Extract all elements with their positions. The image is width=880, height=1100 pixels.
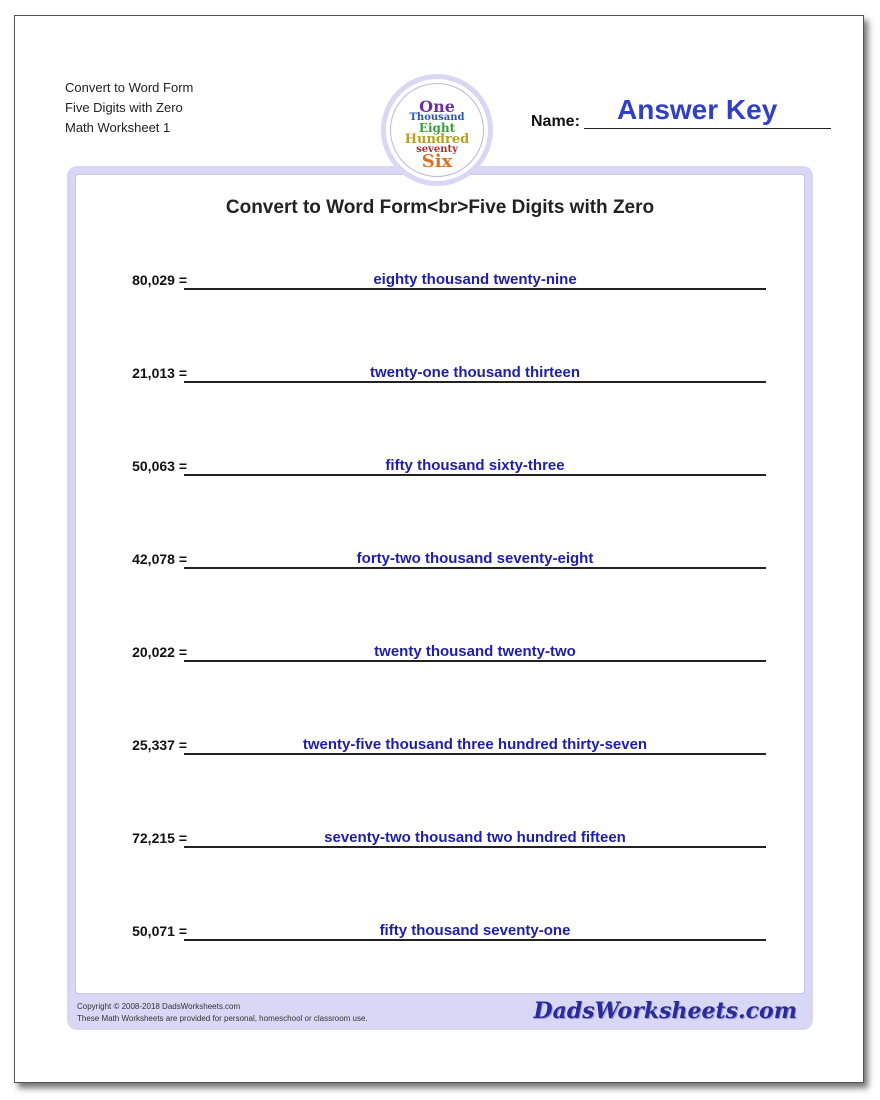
problem-row [76, 825, 804, 865]
footer-text [77, 1001, 368, 1025]
name-line [584, 128, 831, 129]
problem-number: 25,337 = [132, 737, 187, 753]
answer-line [184, 453, 766, 476]
answer-line [184, 639, 766, 662]
problem-number: 80,029 = [132, 272, 187, 288]
answer-text: forty-two thousand seventy-eight [356, 550, 594, 567]
problem-number: 20,022 = [132, 644, 187, 660]
problem-number: 72,215 = [132, 830, 187, 846]
answer-text: twenty-one thousand thirteen [370, 364, 580, 381]
problem-row [76, 360, 804, 400]
answer-line [184, 825, 766, 848]
answer-line [184, 360, 766, 383]
logo-word-one: One [419, 97, 455, 116]
problem-number: 42,078 = [132, 551, 187, 567]
answer-text: fifty thousand seventy-one [379, 922, 571, 939]
logo-word-eight: Eight [418, 121, 456, 135]
problem-row [76, 267, 804, 307]
problem-row [76, 453, 804, 493]
worksheet-header [65, 78, 193, 138]
answer-line [184, 732, 766, 755]
answer-text: twenty thousand twenty-two [374, 643, 576, 660]
answer-text: twenty-five thousand three hundred thirty-seven [302, 736, 648, 753]
logo-word-seventy: seventy [416, 144, 458, 155]
answer-text: eighty thousand twenty-nine [373, 271, 577, 288]
answer-line [184, 546, 766, 569]
problem-row [76, 732, 804, 772]
worksheet-title: Convert to Word Form<br>Five Digits with Zero [225, 197, 655, 218]
brand-logo: DadsWorksheets.com [533, 998, 797, 1024]
answer-text: fifty thousand sixty-three [385, 457, 565, 474]
worksheet-frame [67, 166, 813, 1030]
name-label: Name: [531, 113, 580, 130]
problem-number: 50,063 = [132, 458, 187, 474]
answer-text: seventy-two thousand two hundred fifteen [324, 829, 626, 846]
logo-word-hundred: Hundred [404, 132, 470, 147]
problem-number: 21,013 = [132, 365, 187, 381]
header-line-1: Convert to Word Form [65, 80, 194, 95]
worksheet-page [14, 15, 864, 1083]
answer-key-label: Answer Key [617, 94, 778, 125]
worksheet-logo [381, 74, 493, 186]
problem-row [76, 639, 804, 679]
problem-number: 50,071 = [132, 923, 187, 939]
problem-row [76, 546, 804, 586]
logo-word-thousand: Thousand [409, 112, 465, 123]
copyright-text: Copyright © 2008-2018 DadsWorksheets.com [77, 1002, 241, 1011]
usage-notice: These Math Worksheets are provided for personal, homeschool or classroom use. [77, 1014, 368, 1023]
header-line-2: Five Digits with Zero [65, 100, 183, 115]
answer-line [184, 267, 766, 290]
answer-line [184, 918, 766, 941]
name-field [531, 94, 831, 134]
problem-row [76, 918, 804, 958]
header-line-3: Math Worksheet 1 [65, 120, 171, 135]
worksheet-body [75, 174, 805, 994]
logo-word-six: Six [421, 151, 453, 172]
